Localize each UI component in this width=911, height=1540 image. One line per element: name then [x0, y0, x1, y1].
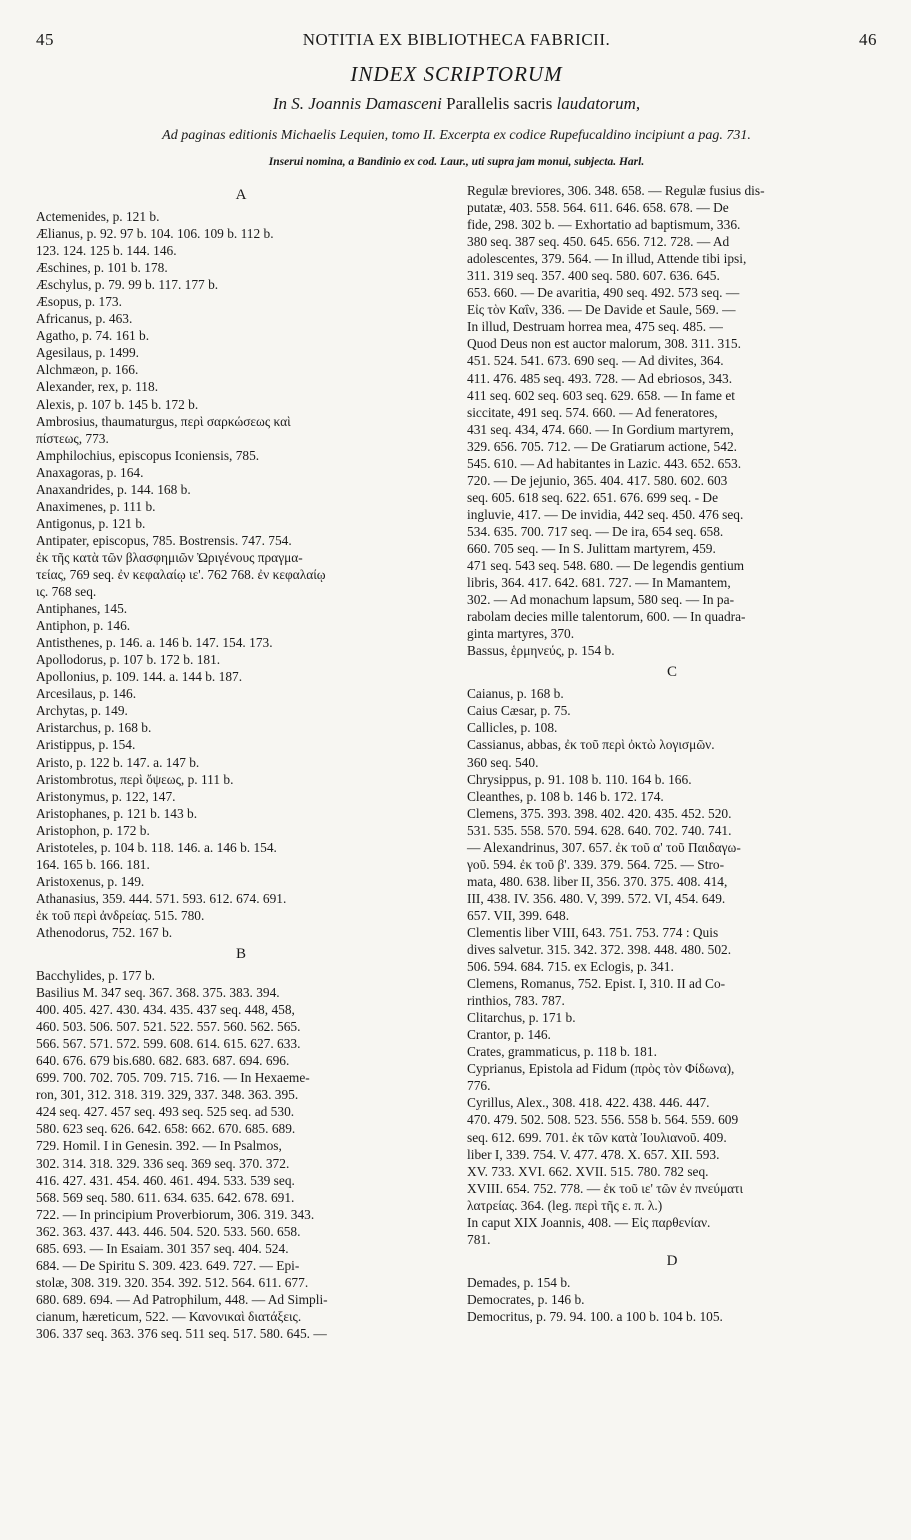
index-line: seq. 612. 699. 701. ἐκ τῶν κατὰ Ἰουλιανοῦ. 409. — [467, 1129, 727, 1145]
index-line: 360 seq. 540. — [467, 754, 539, 770]
index-line: 302. 314. 318. 329. 336 seq. 369 seq. 370. 372. — [36, 1155, 290, 1171]
index-line: 460. 503. 506. 507. 521. 522. 557. 560. 562. 565. — [36, 1019, 301, 1035]
index-line: siccitate, 491 seq. 574. 660. — Ad feneratores, — [467, 404, 718, 420]
index-line: Aristombrotus, περὶ ὄψεως, p. 111 b. — [36, 771, 234, 787]
index-line: Actemenides, p. 121 b. — [36, 209, 160, 224]
index-line: 720. — De jejunio, 365. 404. 417. 580. 602. 603 — [467, 472, 728, 488]
index-line: Clementis liber VIII, 643. 751. 753. 774 : Quis — [467, 924, 719, 940]
index-line: Arcesilaus, p. 146. — [36, 686, 137, 702]
index-line: Antiphon, p. 146. — [36, 618, 131, 634]
index-line: Cleanthes, p. 108 b. 146 b. 172. 174. — [467, 788, 664, 804]
index-line: Regulæ breviores, 306. 348. 658. — Regulæ fusius dis- — [467, 183, 765, 198]
index-line: 545. 610. — Ad habitantes in Lazic. 443. 652. 653. — [467, 455, 742, 471]
index-line: Ælianus, p. 92. 97 b. 104. 106. 109 b. 112 b. — [36, 226, 274, 242]
index-line: Bacchylides, p. 177 b. — [36, 968, 156, 984]
index-line: Bassus, ἑρμηνεύς, p. 154 b. — [467, 643, 615, 659]
index-line: Alchmæon, p. 166. — [36, 362, 139, 378]
index-line: Alexander, rex, p. 118. — [36, 379, 159, 395]
index-line: ἐκ τοῦ περὶ ἀνδρείας. 515. 780. — [36, 907, 205, 923]
index-line: XV. 733. XVI. 662. XVII. 515. 780. 782 seq. — [467, 1163, 709, 1179]
index-line: Aristoxenus, p. 149. — [36, 873, 145, 889]
section-letter: A — [235, 187, 247, 203]
index-line: Caianus, p. 168 b. — [467, 686, 564, 702]
index-line: 164. 165 b. 166. 181. — [36, 856, 150, 872]
index-line: 580. 623 seq. 626. 642. 658: 662. 670. 685. 689. — [36, 1121, 296, 1137]
index-line: 531. 535. 558. 570. 594. 628. 640. 702. 740. 741. — [467, 822, 732, 838]
index-line: Cyprianus, Epistola ad Fidum (πρὸς τὸν Φίδωνα), — [467, 1061, 735, 1077]
index-line: Amphilochius, episcopus Iconiensis, 785. — [36, 447, 260, 463]
index-line: XVIII. 654. 752. 778. — ἐκ τοῦ ιε' τῶν ἐν πνεύματι — [467, 1180, 744, 1196]
index-line: Εἰς τὸν Καΐν, 336. — De Davide et Saule, 569. — — [467, 302, 736, 318]
index-line: mata, 480. 638. liber II, 356. 370. 375. 408. 414, — [467, 873, 728, 889]
index-line: rabolam decies mille talentorum, 600. — In quadra- — [467, 609, 746, 625]
index-line: liber I, 339. 754. V. 477. 478. X. 657. XII. 593. — [467, 1146, 720, 1162]
index-line: stolæ, 308. 319. 320. 354. 392. 512. 564. 611. 677. — [36, 1274, 309, 1290]
section-letter: C — [666, 664, 677, 681]
index-line: cianum, hæreticum, 522. — Κανονικαὶ διατάξεις. — [36, 1308, 302, 1324]
index-line: Antiphanes, 145. — [36, 601, 128, 617]
index-line: 534. 635. 700. 717 seq. — De ira, 654 seq. 658. — [467, 523, 724, 539]
index-line: 568. 569 seq. 580. 611. 634. 635. 642. 678. 691. — [36, 1189, 295, 1205]
index-line: ἐκ τῆς κατὰ τῶν βλασφημιῶν Ὠριγένους πραγμα- — [36, 549, 303, 565]
index-line: rinthios, 783. 787. — [467, 993, 565, 1009]
index-line: Aristoteles, p. 104 b. 118. 146. a. 146 b. 154. — [36, 839, 277, 855]
index-line: 653. 660. — De avaritia, 490 seq. 492. 573 seq. — — [467, 285, 740, 301]
index-line: In caput XIX Joannis, 408. — Εἰς παρθενίαν. — [467, 1214, 711, 1230]
index-line: Basilius M. 347 seq. 367. 368. 375. 383. 394. — [36, 985, 280, 1001]
index-line: putatæ, 403. 558. 564. 611. 646. 658. 678. — De — [467, 200, 729, 216]
index-line: Aristo, p. 122 b. 147. a. 147 b. — [36, 754, 200, 770]
index-line: Aristarchus, p. 168 b. — [36, 720, 152, 736]
subtitle-middle: Parallelis sacris — [446, 94, 553, 113]
index-line: ις. 768 seq. — [36, 584, 97, 600]
index-line: Apollonius, p. 109. 144. a. 144 b. 187. — [36, 669, 243, 685]
index-line: γοῦ. 594. ἐκ τοῦ β'. 339. 379. 564. 725. — Stro- — [467, 856, 725, 872]
index-line: dives salvetur. 315. 342. 372. 398. 448. 480. 502. — [467, 942, 732, 958]
index-line: 302. — Ad monachum lapsum, 580 seq. — In pa- — [467, 592, 735, 608]
section-letter: D — [666, 1252, 678, 1269]
index-line: Africanus, p. 463. — [36, 311, 133, 327]
index-line: 380 seq. 387 seq. 450. 645. 656. 712. 728. — Ad — [467, 234, 730, 250]
index-line: 640. 676. 679 bis.680. 682. 683. 687. 694. 696. — [36, 1053, 290, 1069]
page-number-left: 45 — [36, 30, 54, 49]
index-line: seq. 605. 618 seq. 622. 651. 676. 699 seq. - De — [467, 489, 719, 505]
index-line: 416. 427. 431. 454. 460. 461. 494. 533. 539 seq. — [36, 1172, 295, 1188]
index-line: 329. 656. 705. 712. — De Gratiarum actione, 542. — [467, 438, 737, 454]
insertion-note: Inserui nomina, a Bandinio ex cod. Laur., uti supra jam monui, subjecta. Harl. — [268, 156, 645, 168]
index-line: 311. 319 seq. 357. 400 seq. 580. 607. 636. 645. — [467, 268, 720, 284]
index-line: Æschines, p. 101 b. 178. — [36, 260, 168, 276]
index-line: Chrysippus, p. 91. 108 b. 110. 164 b. 166. — [467, 771, 692, 787]
subtitle — [36, 94, 877, 118]
index-line: Agesilaus, p. 1499. — [36, 345, 140, 361]
index-line: 506. 594. 684. 715. ex Eclogis, p. 341. — [467, 959, 674, 975]
index-line: 657. VII, 399. 648. — [467, 907, 570, 923]
index-line: Athanasius, 359. 444. 571. 593. 612. 674. 691. — [36, 890, 287, 906]
index-columns — [36, 182, 877, 1342]
index-line: Æschylus, p. 79. 99 b. 117. 177 b. — [36, 277, 219, 293]
index-line: Anaxagoras, p. 164. — [36, 464, 144, 480]
index-line: 451. 524. 541. 673. 690 seq. — Ad divites, 364. — [467, 353, 724, 369]
index-line: 400. 405. 427. 430. 434. 435. 437 seq. 448, 458, — [36, 1002, 295, 1018]
index-line: — Alexandrinus, 307. 657. ἐκ τοῦ α' τοῦ Παιδαγω- — [467, 839, 741, 855]
index-line: Apollodorus, p. 107 b. 172 b. 181. — [36, 652, 221, 668]
index-line: Antigonus, p. 121 b. — [36, 515, 146, 531]
index-line: Agatho, p. 74. 161 b. — [36, 328, 150, 344]
index-line: πίστεως, 773. — [36, 430, 109, 446]
index-line: adolescentes, 379. 564. — In illud, Attende tibi ipsi, — [467, 251, 747, 267]
index-line: Clemens, 375. 393. 398. 402. 420. 435. 452. 520. — [467, 805, 732, 821]
index-line: Aristophon, p. 172 b. — [36, 822, 150, 838]
index-line: 411 seq. 602 seq. 603 seq. 629. 658. — In fame et — [467, 387, 736, 403]
index-line: 306. 337 seq. 363. 376 seq. 511 seq. 517. 580. 645. — — [36, 1326, 327, 1341]
index-line: Archytas, p. 149. — [36, 703, 128, 719]
index-line: Antisthenes, p. 146. a. 146 b. 147. 154. 173. — [36, 635, 273, 651]
index-line: 362. 363. 437. 443. 446. 504. 520. 533. 560. 658. — [36, 1223, 301, 1239]
index-line: 722. — In principium Proverbiorum, 306. 319. 343. — [36, 1206, 315, 1222]
index-line: 776. — [467, 1078, 491, 1094]
index-line: λατρείας. 364. (leg. περὶ τῆς ε. π. λ.) — [467, 1197, 663, 1213]
index-line: Democritus, p. 79. 94. 100. a 100 b. 104 b. 105. — [467, 1308, 723, 1324]
index-line: 729. Homil. I in Genesin. 392. — In Psalmos, — [36, 1138, 282, 1154]
index-line: 566. 567. 571. 572. 599. 608. 614. 615. 627. 633. — [36, 1036, 301, 1052]
index-line: 781. — [467, 1231, 491, 1247]
index-line: Anaximenes, p. 111 b. — [36, 498, 156, 514]
index-line: Crates, grammaticus, p. 118 b. 181. — [467, 1044, 657, 1060]
index-line: Clitarchus, p. 171 b. — [467, 1010, 576, 1026]
index-line: libris, 364. 417. 642. 681. 727. — In Mamantem, — [467, 575, 731, 591]
index-line: Crantor, p. 146. — [467, 1027, 551, 1043]
index-line: 685. 693. — In Esaiam. 301 357 seq. 404. 524. — [36, 1240, 289, 1256]
running-title: NOTITIA EX BIBLIOTHECA FABRICII. — [302, 30, 611, 49]
index-line: III, 438. IV. 356. 480. V, 399. 572. VI, 454. 649. — [467, 890, 726, 906]
index-line: 411. 476. 485 seq. 493. 728. — Ad ebriosos, 343. — [467, 370, 733, 386]
index-line: In illud, Destruam horrea mea, 475 seq. 485. — — [467, 319, 723, 335]
right-column — [467, 182, 877, 1342]
left-column — [36, 182, 446, 1342]
index-line: Antipater, episcopus, 785. Bostrensis. 747. 754. — [36, 532, 292, 548]
index-line: 699. 700. 702. 705. 709. 715. 716. — In Hexaeme- — [36, 1070, 310, 1086]
index-line: Æsopus, p. 173. — [36, 294, 122, 310]
index-line: 680. 689. 694. — Ad Patrophilum, 448. — Ad Simpli- — [36, 1291, 328, 1307]
index-line: 424 seq. 427. 457 seq. 493 seq. 525 seq. ad 530. — [36, 1104, 295, 1120]
index-title: INDEX SCRIPTORUM — [350, 62, 563, 86]
index-line: fide, 298. 302 b. — Exhortatio ad baptismum, 336. — [467, 217, 741, 233]
subtitle-prefix: In S. Joannis Damasceni — [272, 94, 442, 113]
index-line: 123. 124. 125 b. 144. 146. — [36, 243, 177, 259]
index-line: Alexis, p. 107 b. 145 b. 172 b. — [36, 396, 199, 412]
index-line: ginta martyres, 370. — [467, 626, 575, 642]
index-line: Caius Cæsar, p. 75. — [467, 703, 571, 719]
index-line: Aristippus, p. 154. — [36, 737, 136, 753]
running-head — [36, 30, 877, 56]
index-line: Callicles, p. 108. — [467, 720, 558, 736]
index-line: τείας, 769 seq. ἐν κεφαλαίῳ ιε'. 762 768. ἐν κεφαλαίῳ — [36, 566, 326, 582]
index-line: Aristophanes, p. 121 b. 143 b. — [36, 805, 198, 821]
index-line: Athenodorus, 752. 167 b. — [36, 924, 173, 940]
index-line: 471 seq. 543 seq. 548. 680. — De legendis gentium — [467, 558, 745, 574]
index-line: 431 seq. 434, 474. 660. — In Gordium martyrem, — [467, 421, 734, 437]
section-letter: B — [235, 946, 246, 963]
index-line: Demades, p. 154 b. — [467, 1274, 571, 1290]
index-line: Democrates, p. 146 b. — [467, 1291, 585, 1307]
index-line: 470. 479. 502. 508. 523. 556. 558 b. 564. 559. 609 — [467, 1112, 739, 1128]
index-line: Ambrosius, thaumaturgus, περὶ σαρκώσεως καὶ — [36, 413, 291, 429]
index-line: 684. — De Spiritu S. 309. 423. 649. 727. — Epi- — [36, 1257, 300, 1273]
page-number-right: 46 — [859, 30, 877, 49]
index-line: 660. 705 seq. — In S. Julittam martyrem, 459. — [467, 540, 716, 556]
index-line: Aristonymus, p. 122, 147. — [36, 788, 176, 804]
index-line: Clemens, Romanus, 752. Epist. I, 310. II ad Co- — [467, 976, 726, 992]
index-line: Anaxandrides, p. 144. 168 b. — [36, 481, 191, 497]
index-line: Cassianus, abbas, ἐκ τοῦ περὶ ὀκτὼ λογισμῶν. — [467, 737, 715, 753]
excerpt-note: Ad paginas editionis Michaelis Lequien, tomo II. Excerpta ex codice Rupefucaldino incipiunt a pag. 731. — [162, 128, 751, 143]
index-line: ron, 301, 312. 318. 319. 329, 337. 348. 363. 395. — [36, 1087, 299, 1103]
index-line: ingluvie, 417. — De invidia, 442 seq. 450. 476 seq. — [467, 506, 744, 522]
index-line: Quod Deus non est auctor malorum, 308. 311. 315. — [467, 336, 741, 352]
subtitle-suffix: laudatorum, — [556, 94, 641, 113]
index-line: Cyrillus, Alex., 308. 418. 422. 438. 446. 447. — [467, 1095, 710, 1111]
